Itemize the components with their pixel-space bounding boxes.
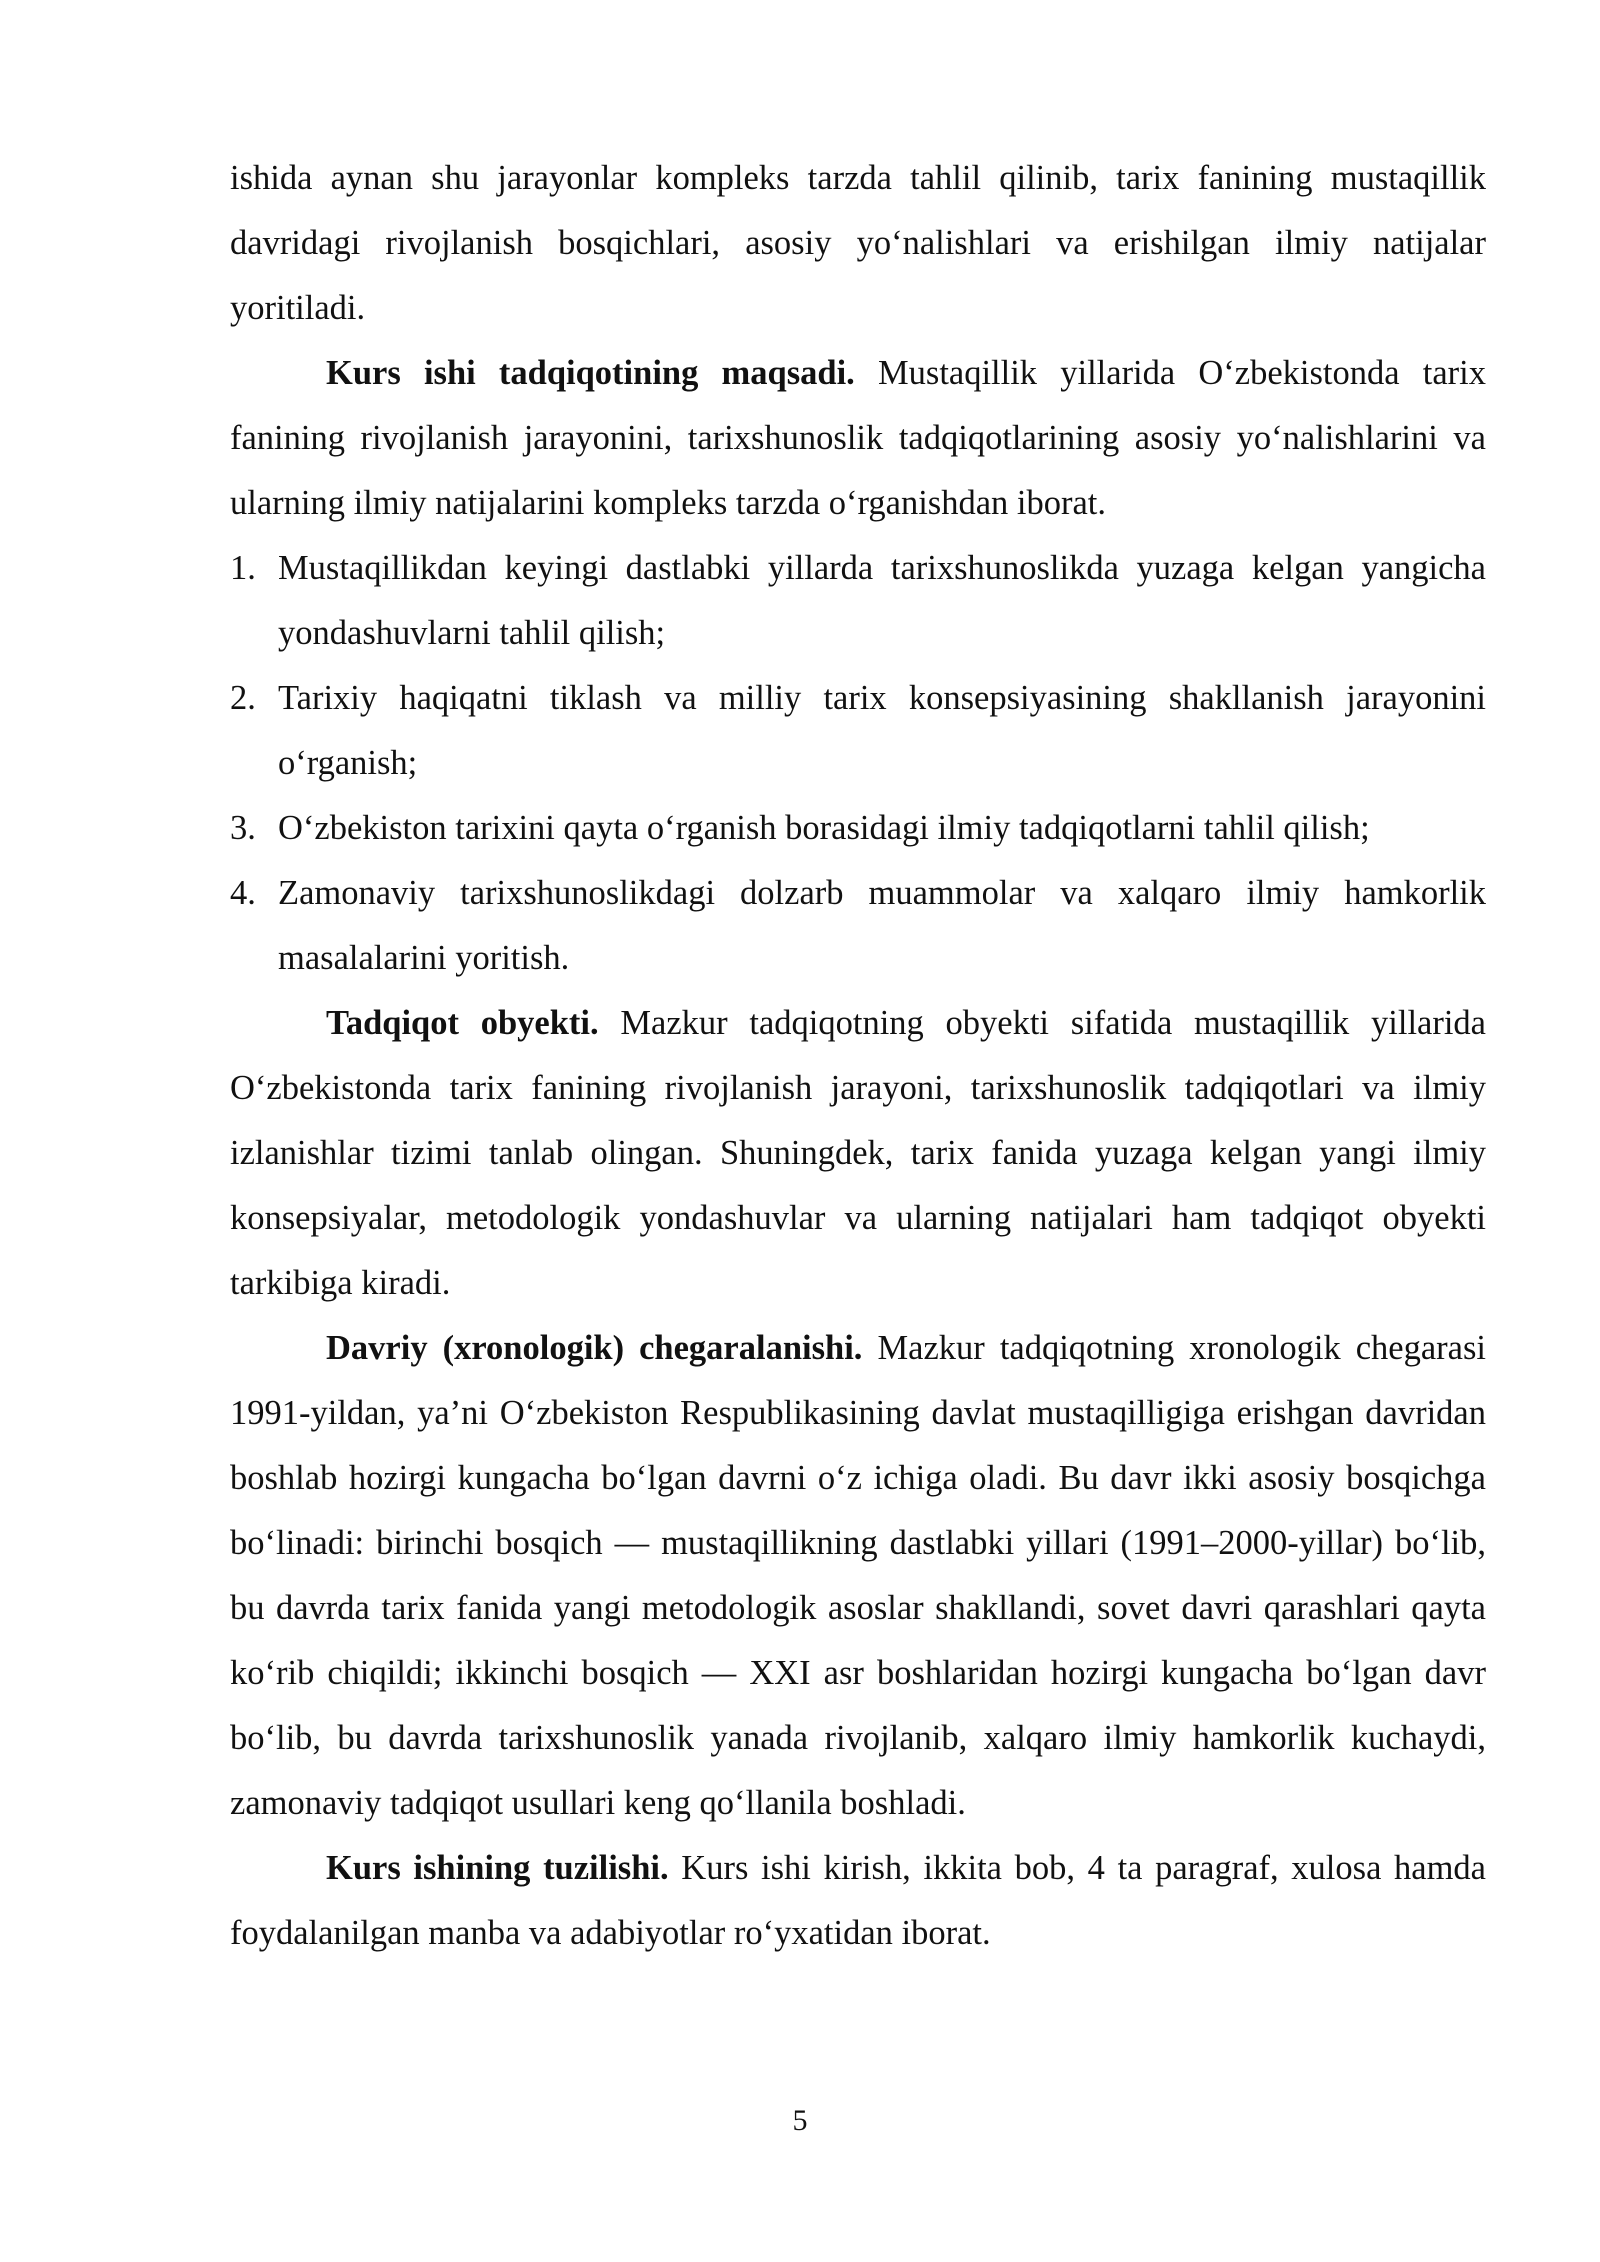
list-item	[230, 861, 1486, 991]
chronology-heading: Davriy (xronologik) chegaralanishi.	[326, 1329, 863, 1367]
chronology-paragraph	[230, 1316, 1486, 1836]
goal-paragraph	[230, 341, 1486, 536]
object-text: Mazkur tadqiqotning obyekti sifatida mustaqillik yillarida O‘zbekistonda tarix fanining rivojlanish jarayoni, tarixshunoslik tadqiqotlari va ilmiy izlanishlar tizimi tanlab olingan. Shuningdek, tarix fanida yuzaga kelgan yangi ilmiy konsepsiyalar, metodologik yondashuvlar va ularning natijalari ham tadqiqot obyekti tarkibiga kiradi.	[230, 1004, 1486, 1302]
intro-paragraph	[230, 146, 1486, 341]
goal-text: Mustaqillik yillarida O‘zbekistonda tarix fanining rivojlanish jarayonini, tarixshunoslik tadqiqotlarining asosiy yo‘nalishlarini va ularning ilmiy natijalarini kompleks tarzda o‘rganishdan iborat.	[230, 354, 1486, 522]
list-item	[230, 666, 1486, 796]
list-item	[230, 796, 1486, 861]
list-item-number: 4.	[230, 874, 256, 912]
structure-paragraph	[230, 1836, 1486, 1966]
intro-text: ishida aynan shu jarayonlar kompleks tarzda tahlil qilinib, tarix fanining mustaqillik davridagi rivojlanish bosqichlari, asosiy yo‘nalishlari va erishilgan ilmiy natijalar yoritiladi.	[230, 159, 1486, 327]
tasks-list	[230, 536, 1486, 991]
chronology-text: Mazkur tadqiqotning xronologik chegarasi 1991-yildan, ya’ni O‘zbekiston Respublikasining davlat mustaqilligiga erishgan davridan boshlab hozirgi kungacha bo‘lgan davrni o‘z ichiga oladi. Bu davr ikki asosiy bosqichga bo‘linadi: birinchi bosqich — mustaqillikning dastlabki yillari (1991–2000-yillar) bo‘lib, bu davrda tarix fanida yangi metodologik asoslar shakllandi, sovet davri qarashlari qayta ko‘rib chiqildi; ikkinchi bosqich — XXI asr boshlaridan hozirgi kungacha bo‘lgan davr bo‘lib, bu davrda tarixshunoslik yanada rivojlanib, xalqaro ilmiy hamkorlik kuchaydi, zamonaviy tadqiqot usullari keng qo‘llanila boshladi.	[230, 1329, 1486, 1822]
list-item-number: 2.	[230, 679, 256, 717]
list-item-text: Zamonaviy tarixshunoslikdagi dolzarb muammolar va xalqaro ilmiy hamkorlik masalalarini yoritish.	[278, 874, 1486, 977]
page-number: 5	[792, 2104, 808, 2137]
list-item	[230, 536, 1486, 666]
structure-text: Kurs ishi kirish, ikkita bob, 4 ta paragraf, xulosa hamda foydalanilgan manba va adabiyotlar ro‘yxatidan iborat.	[230, 1849, 1486, 1952]
list-item-text: O‘zbekiston tarixini qayta o‘rganish borasidagi ilmiy tadqiqotlarni tahlil qilish;	[278, 809, 1370, 847]
goal-heading: Kurs ishi tadqiqotining maqsadi.	[326, 354, 855, 392]
list-item-number: 1.	[230, 549, 256, 587]
structure-heading: Kurs ishining tuzilishi.	[326, 1849, 669, 1887]
object-heading: Tadqiqot obyekti.	[326, 1004, 599, 1042]
list-item-text: Tarixiy haqiqatni tiklash va milliy tarix konsepsiyasining shakllanish jarayonini o‘rganish;	[278, 679, 1486, 782]
document-page	[230, 146, 1486, 1966]
list-item-text: Mustaqillikdan keyingi dastlabki yillarda tarixshunoslikda yuzaga kelgan yangicha yondashuvlarni tahlil qilish;	[278, 549, 1486, 652]
object-paragraph	[230, 991, 1486, 1316]
list-item-number: 3.	[230, 809, 256, 847]
